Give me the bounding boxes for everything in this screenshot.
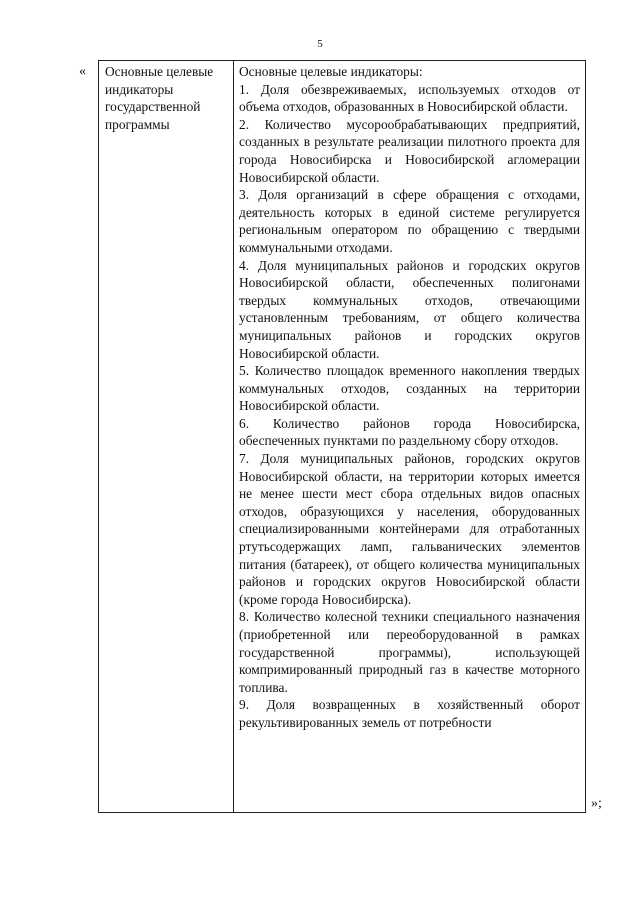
row-label: Основные целевые индикаторы государственной программы <box>105 64 214 132</box>
indicator-item: 7. Доля муниципальных районов, городских округов Новосибирской области, на территории которых имеется не менее шести мест сбора отдельных видов опасных отходов, образующихся у населения, оборудованных специализированными контейнерами для отработанных ртутьсодержащих ламп, гальванических элементов питания (батареек), от общего количества муниципальных районов и городских округов Новосибирской области (кроме города Новосибирска). <box>239 451 580 607</box>
indicator-item: 5. Количество площадок временного накопления твердых коммунальных отходов, созданных на территории Новосибирской области. <box>239 363 580 414</box>
row-label-cell <box>99 61 234 813</box>
indicator-item: 4. Доля муниципальных районов и городских округов Новосибирской области, обеспеченных полигонами твердых коммунальных отходов, отвечающими установленным требованиям, от общего количества муниципальных районов и городских округов Новосибирской области. <box>239 257 580 361</box>
indicator-item: 3. Доля организаций в сфере обращения с отходами, деятельность которых в единой системе регулируется региональным оператором по обращению с твердыми коммунальными отходами. <box>239 187 580 255</box>
indicator-item: 6. Количество районов города Новосибирска, обеспеченных пунктами по раздельному сбору отходов. <box>239 415 580 449</box>
indicator-item: 2. Количество мусорообрабатывающих предприятий, созданных в результате реализации пилотного проекта для города Новосибирска и Новосибирской агломерации Новосибирской области. <box>239 116 580 185</box>
indicators-cell <box>234 61 586 813</box>
indicator-item: 8. Количество колесной техники специального назначения (приобретенной или переоборудованной в рамках государственной программы), использующей компримированный природный газ в качестве моторного топлива. <box>239 609 580 695</box>
opening-quote-mark: « <box>79 64 86 79</box>
table-row <box>99 61 586 813</box>
indicators-table <box>98 60 586 813</box>
page-number: 5 <box>317 38 323 50</box>
indicator-item: 1. Доля обезвреживаемых, используемых отходов от объема отходов, образованных в Новосибирской области. <box>239 81 580 115</box>
indicators-heading: Основные целевые индикаторы: <box>239 64 423 79</box>
closing-quote-mark: »; <box>591 796 602 811</box>
indicator-item: 9. Доля возвращенных в хозяйственный оборот рекультивированных земель от потребности <box>239 697 580 730</box>
